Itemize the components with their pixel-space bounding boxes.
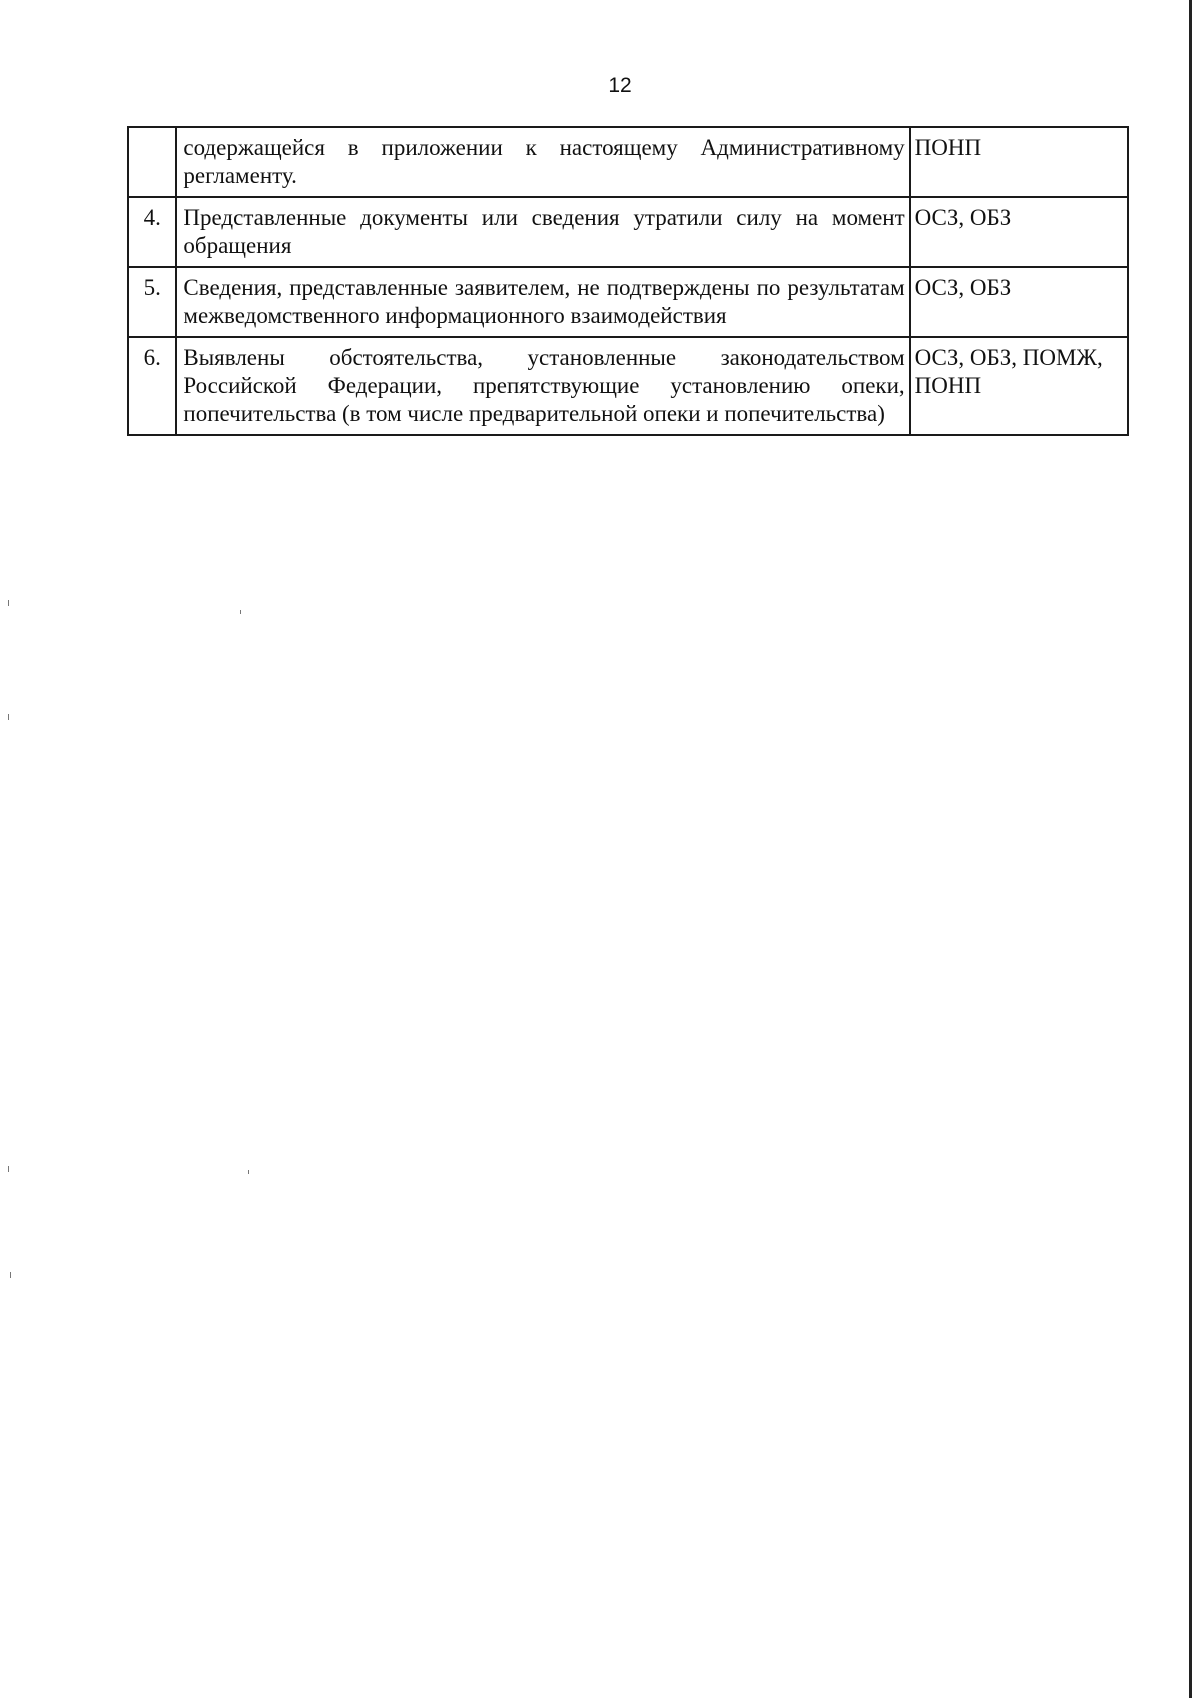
row-number <box>128 127 176 197</box>
table-row <box>128 197 1128 267</box>
scan-speck <box>248 1170 249 1174</box>
row-description: Представленные документы или сведения утратили силу на момент обращения <box>176 197 909 267</box>
row-description: Сведения, представленные заявителем, не подтверждены по результатам межведомственного информационного взаимодействия <box>176 267 909 337</box>
scan-speck <box>240 610 241 614</box>
scan-speck <box>10 1272 11 1278</box>
row-description: содержащейся в приложении к настоящему Административному регламенту. <box>176 127 909 197</box>
page-number: 12 <box>608 74 632 97</box>
grounds-table <box>127 126 1129 436</box>
row-codes: ОСЗ, ОБЗ <box>910 197 1128 267</box>
row-number: 5. <box>128 267 176 337</box>
scan-speck <box>8 714 9 720</box>
row-codes: ОСЗ, ОБЗ <box>910 267 1128 337</box>
scan-edge-line <box>1189 0 1192 1698</box>
table-row <box>128 267 1128 337</box>
row-number: 6. <box>128 337 176 435</box>
table-row <box>128 337 1128 435</box>
table-row <box>128 127 1128 197</box>
row-codes: ПОНП <box>910 127 1128 197</box>
scan-speck <box>8 600 9 606</box>
row-codes: ОСЗ, ОБЗ, ПОМЖ, ПОНП <box>910 337 1128 435</box>
row-description: Выявлены обстоятельства, установленные законодательством Российской Федерации, препятствующие установлению опеки, попечительства (в том числе предварительной опеки и попечительства) <box>176 337 909 435</box>
scan-speck <box>8 1166 9 1172</box>
row-number: 4. <box>128 197 176 267</box>
